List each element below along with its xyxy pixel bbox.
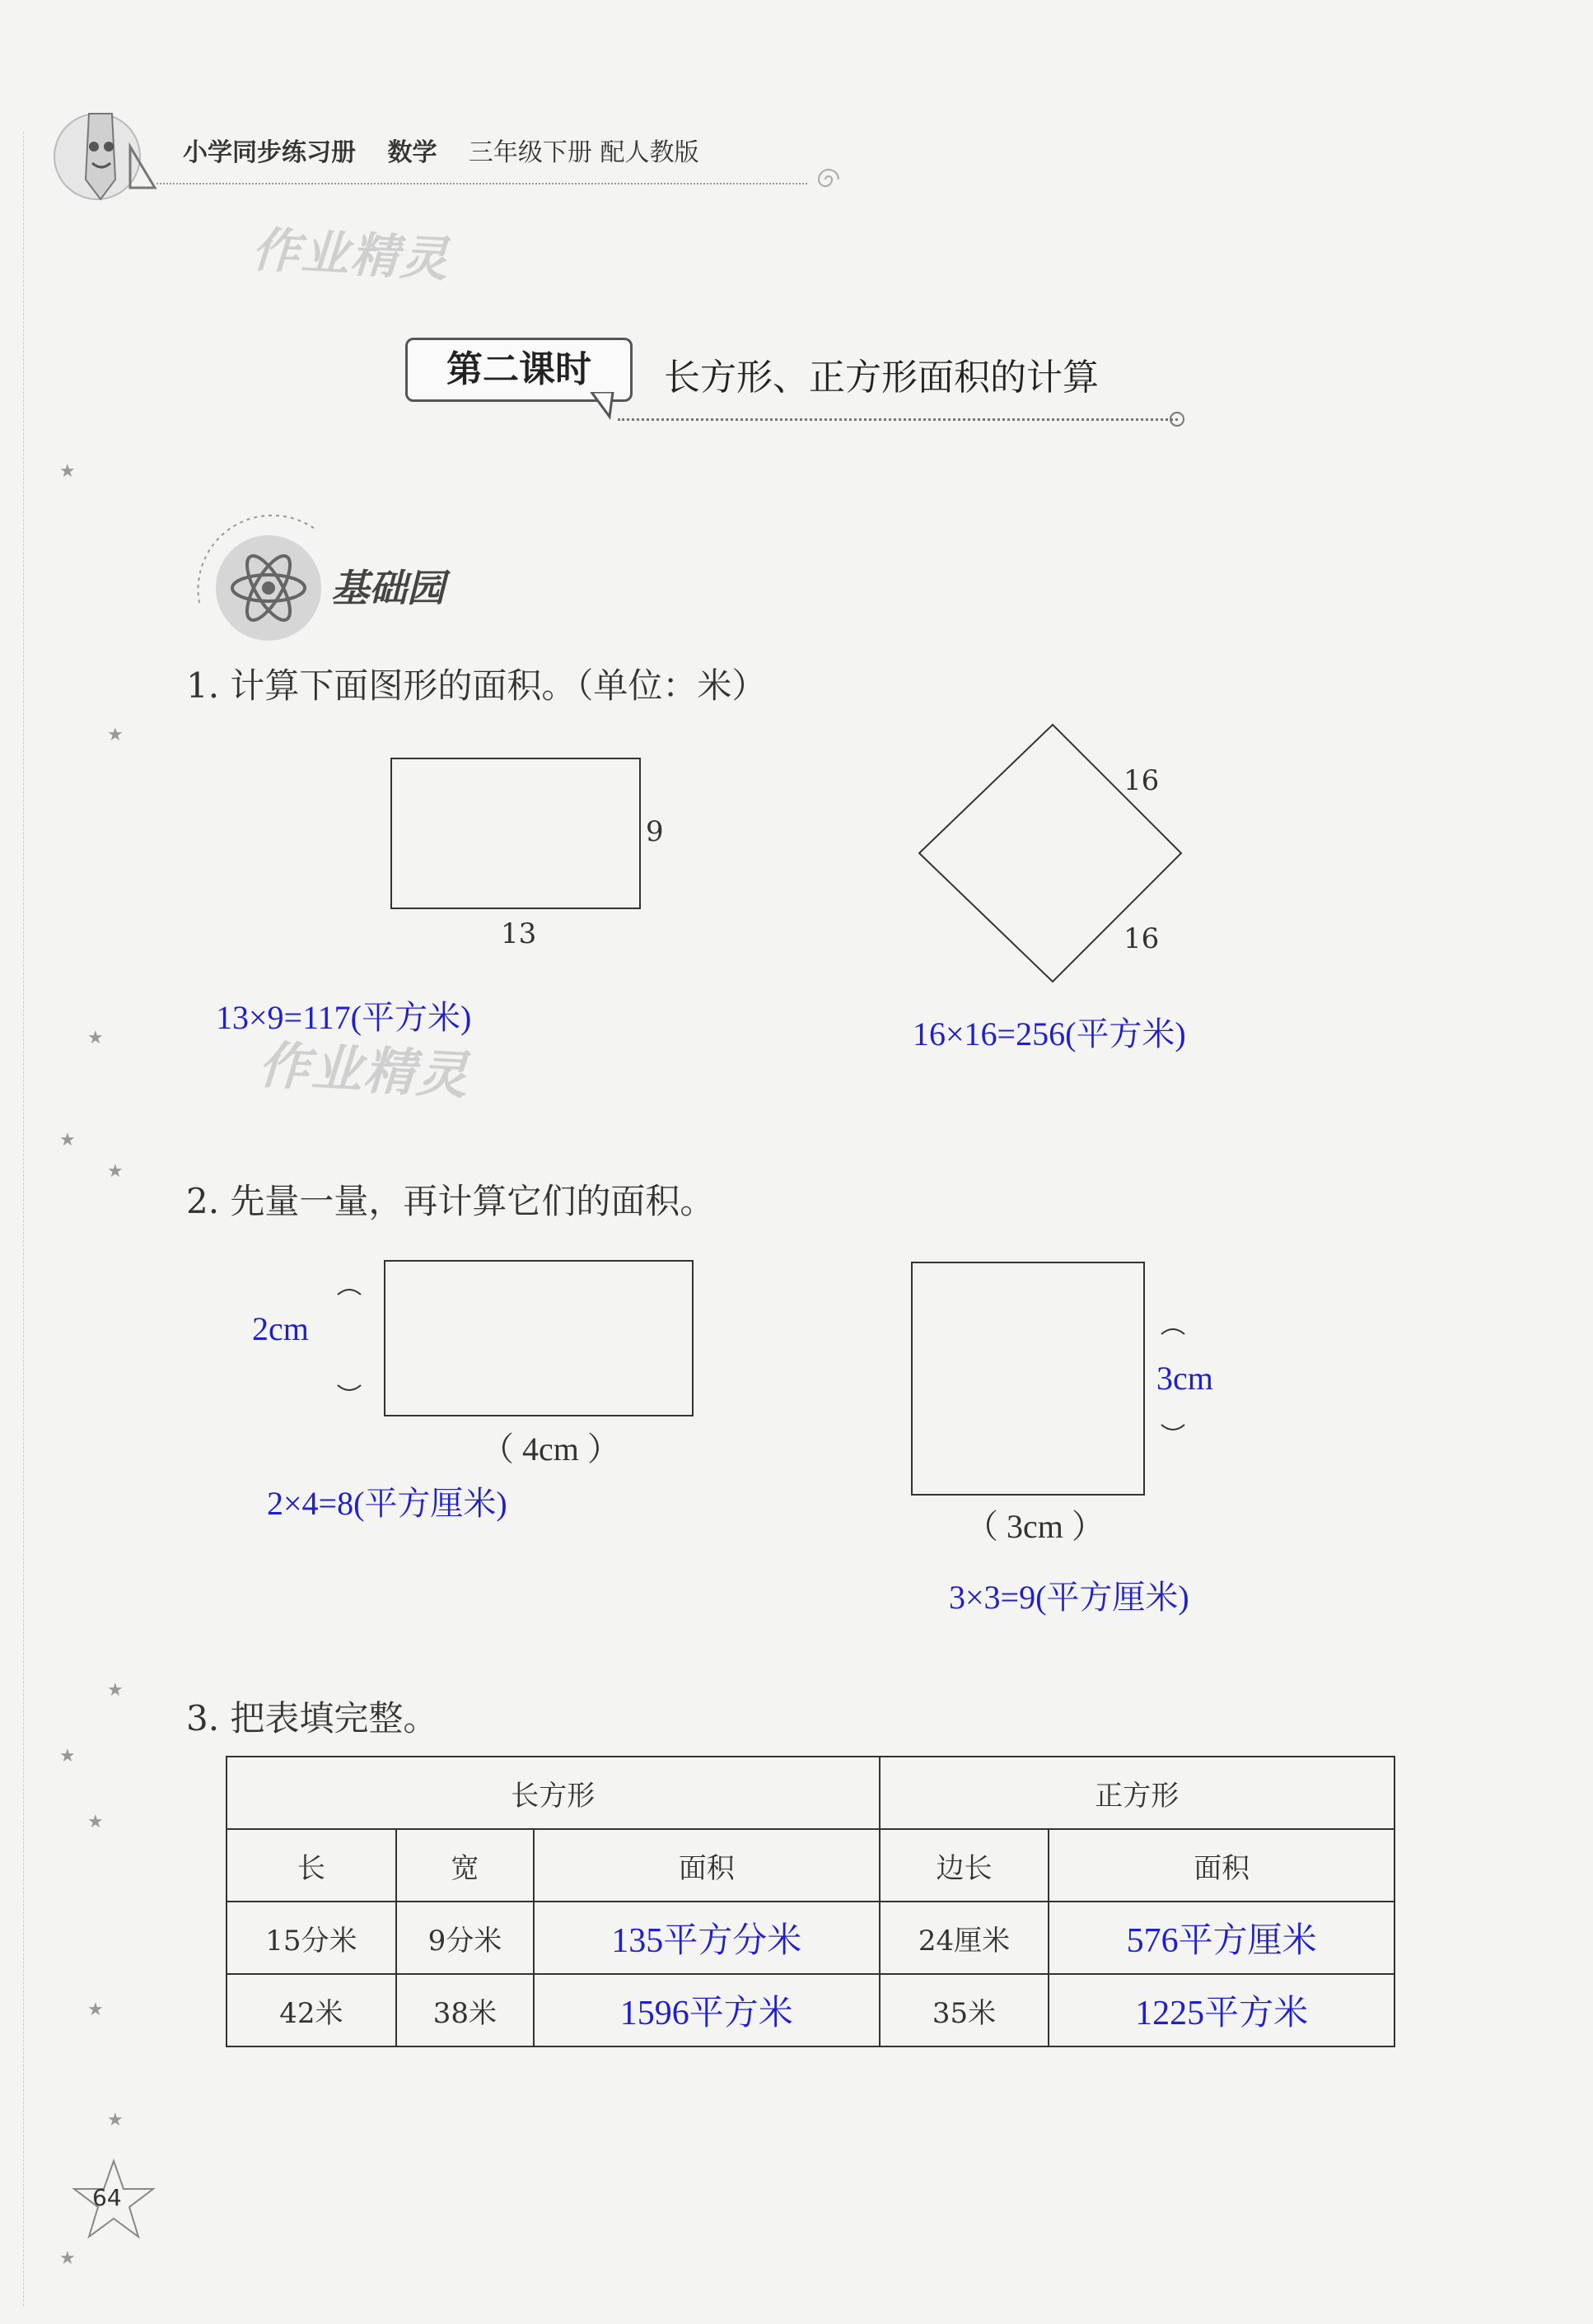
column-header: 面积 <box>1049 1829 1394 1902</box>
column-header: 长 <box>227 1829 396 1902</box>
star-icon: ★ <box>59 1130 76 1150</box>
q2-rect-side-answer: 2cm <box>252 1310 309 1347</box>
star-icon: ★ <box>59 2248 76 2269</box>
star-icon: ★ <box>87 1028 104 1048</box>
table-cell-answer: 576平方厘米 <box>1049 1902 1394 1974</box>
table-cell: 35米 <box>880 1974 1049 2046</box>
question-1-prompt: 1. 计算下面图形的面积。（单位：米） <box>186 665 767 706</box>
area-table <box>226 1756 1395 2047</box>
star-icon: ★ <box>87 2000 104 2020</box>
table-cell: 15分米 <box>227 1902 396 1974</box>
section-title: 基础园 <box>331 566 445 610</box>
q2-square-bottom-answer: （ 3cm ） <box>965 1508 1105 1545</box>
q1-rect-width-label: 13 <box>501 917 537 950</box>
table-row <box>227 1974 1394 2046</box>
star-icon: ★ <box>59 1746 76 1766</box>
lesson-title: 长方形、正方形面积的计算 <box>664 357 1099 399</box>
star-icon: ★ <box>87 1812 104 1832</box>
question-3-prompt: 3. 把表填完整。 <box>186 1698 438 1738</box>
group-header-rectangle: 长方形 <box>227 1757 880 1829</box>
q1-square-bottom-label: 16 <box>1124 922 1160 955</box>
header-title <box>183 132 698 168</box>
edition-name: 三年级下册 配人教版 <box>468 138 699 167</box>
atom-icon <box>216 535 321 641</box>
q2-square-side-answer: 3cm <box>1156 1360 1213 1397</box>
column-header: 边长 <box>880 1829 1049 1902</box>
table-cell-answer: 135平方分米 <box>534 1902 880 1974</box>
line-end-icon <box>1170 412 1184 427</box>
q2-square-answer: 3×3=9(平方厘米) <box>949 1579 1189 1616</box>
watermark: 作业精灵 <box>250 221 451 288</box>
table-cell-answer: 1596平方米 <box>534 1974 880 2046</box>
question-2-prompt: 2. 先量一量，再计算它们的面积。 <box>186 1181 715 1221</box>
star-icon: ★ <box>107 1161 124 1182</box>
watermark: 作业精灵 <box>257 1034 471 1106</box>
q2-rect-bracket <box>333 1285 366 1395</box>
book-name: 小学同步练习册 <box>183 138 356 167</box>
q1-rect-height-label: 9 <box>646 815 664 848</box>
table-cell: 42米 <box>227 1974 396 2046</box>
badge-pointer-icon <box>590 392 614 420</box>
swirl-icon <box>811 161 847 198</box>
star-icon: ★ <box>107 2110 124 2130</box>
star-icon: ★ <box>107 1680 124 1701</box>
q1-square-answer: 16×16=256(平方米) <box>913 1015 1186 1052</box>
page-border <box>23 132 24 2306</box>
lesson-badge: 第二课时 <box>405 338 633 402</box>
q2-rectangle <box>384 1260 694 1416</box>
q1-rectangle <box>390 758 641 909</box>
star-icon: ★ <box>107 725 124 745</box>
header-divider <box>156 183 807 184</box>
table-group-header-row <box>227 1757 1394 1829</box>
q2-rect-answer: 2×4=8(平方厘米) <box>267 1485 507 1522</box>
q1-rect-answer: 13×9=117(平方米) <box>216 999 472 1036</box>
star-icon: ★ <box>59 461 76 482</box>
subject-name: 数学 <box>387 138 437 167</box>
lesson-underline <box>618 418 1178 421</box>
table-cell: 24厘米 <box>880 1902 1049 1974</box>
table-cell: 9分米 <box>396 1902 534 1974</box>
table-cell: 38米 <box>396 1974 534 2046</box>
group-header-square: 正方形 <box>880 1757 1394 1829</box>
q1-square-top-label: 16 <box>1124 764 1160 797</box>
table-column-header-row <box>227 1829 1394 1902</box>
table-row <box>227 1902 1394 1974</box>
q2-rect-bottom-answer: （ 4cm ） <box>481 1430 620 1468</box>
pencil-mascot-icon <box>40 97 163 204</box>
table-cell-answer: 1225平方米 <box>1049 1974 1394 2046</box>
page-number: 64 <box>92 2184 122 2211</box>
column-header: 面积 <box>534 1829 880 1902</box>
q2-square <box>911 1262 1145 1496</box>
column-header: 宽 <box>396 1829 534 1902</box>
